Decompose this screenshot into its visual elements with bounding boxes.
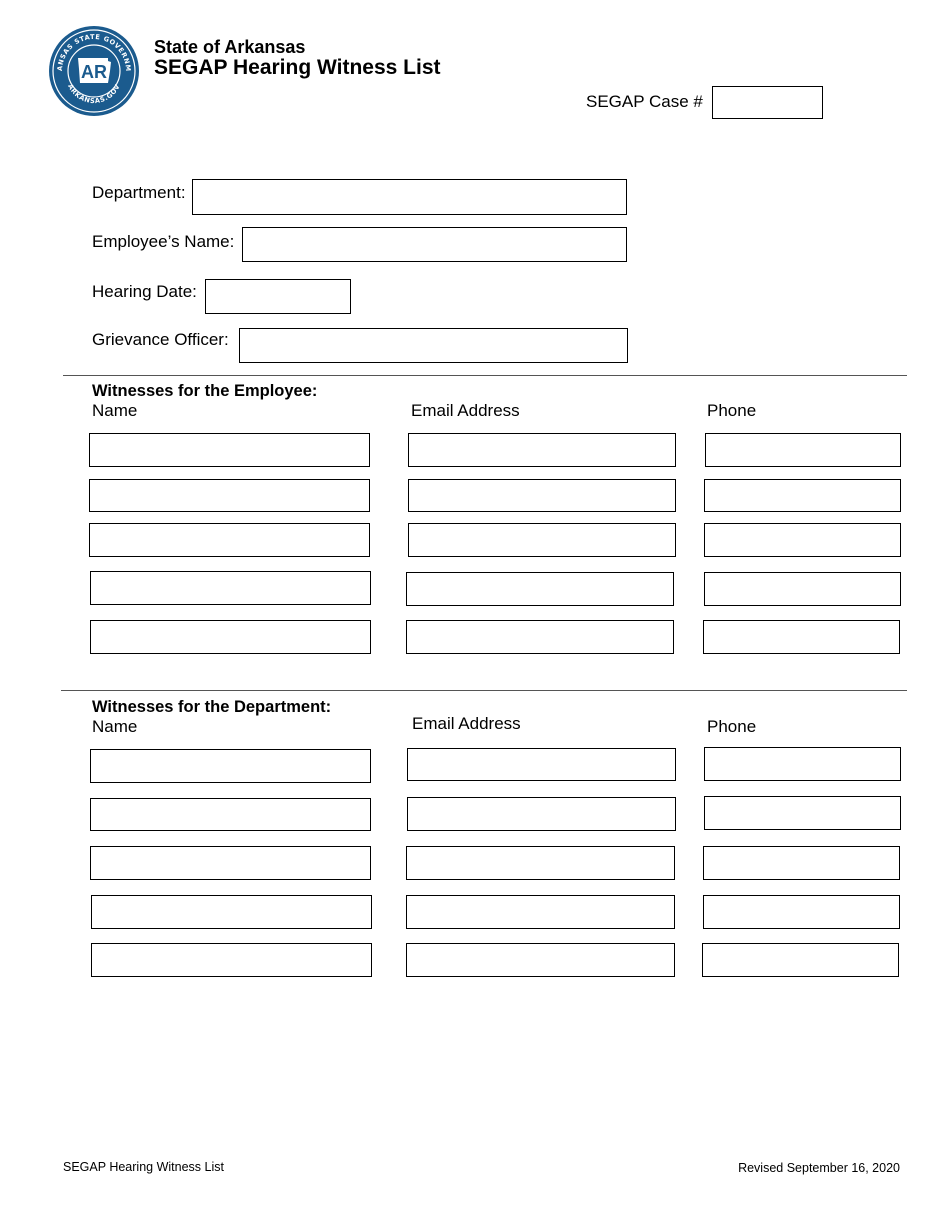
section-divider — [61, 690, 907, 691]
department-witness-2-phone-field[interactable] — [704, 796, 901, 830]
employee-witness-3-name-field[interactable] — [89, 523, 370, 557]
employee-witness-1-phone-field[interactable] — [705, 433, 901, 467]
employee-name-field[interactable] — [242, 227, 627, 262]
employee-witness-5-email-field[interactable] — [406, 620, 674, 654]
department-witness-4-email-field[interactable] — [406, 895, 675, 929]
department-witness-5-phone-field[interactable] — [702, 943, 899, 977]
department-witness-3-name-field[interactable] — [90, 846, 371, 880]
employee-phone-column-header: Phone — [707, 401, 757, 420]
employee-witnesses-title: Witnesses for the Employee: — [92, 382, 318, 400]
employee-witness-1-name-field[interactable] — [89, 433, 370, 467]
arkansas-seal-logo — [48, 25, 140, 117]
department-name-column-header: Name — [92, 717, 138, 736]
employee-witness-2-phone-field[interactable] — [704, 479, 901, 512]
state-name: State of Arkansas — [154, 37, 306, 57]
department-phone-column-header: Phone — [707, 717, 757, 736]
department-witness-2-name-field[interactable] — [90, 798, 371, 831]
department-witness-5-name-field[interactable] — [91, 943, 372, 977]
employee-name-label: Employee’s Name: — [92, 232, 235, 251]
department-field[interactable] — [192, 179, 627, 215]
case-number-field[interactable] — [712, 86, 823, 119]
employee-witness-2-email-field[interactable] — [408, 479, 676, 512]
employee-witness-5-phone-field[interactable] — [703, 620, 900, 654]
svg-text:AR: AR — [81, 62, 107, 82]
form-title: SEGAP Hearing Witness List — [154, 56, 441, 79]
grievance-officer-label: Grievance Officer: — [92, 330, 229, 349]
footer-revision-date: Revised September 16, 2020 — [738, 1161, 900, 1175]
employee-witness-2-name-field[interactable] — [89, 479, 370, 512]
employee-email-column-header: Email Address — [411, 401, 520, 420]
hearing-date-label: Hearing Date: — [92, 282, 197, 301]
department-witnesses-title: Witnesses for the Department: — [92, 698, 332, 716]
department-label: Department: — [92, 183, 186, 202]
svg-text:ARKANSAS.GOV: ARKANSAS.GOV — [66, 82, 122, 106]
employee-witness-5-name-field[interactable] — [90, 620, 371, 654]
department-witness-5-email-field[interactable] — [406, 943, 675, 977]
department-witness-1-phone-field[interactable] — [704, 747, 901, 781]
case-number-label: SEGAP Case # — [586, 92, 703, 111]
employee-witness-4-name-field[interactable] — [90, 571, 371, 605]
employee-witness-3-email-field[interactable] — [408, 523, 676, 557]
grievance-officer-field[interactable] — [239, 328, 628, 363]
employee-witness-4-email-field[interactable] — [406, 572, 674, 606]
department-witness-1-email-field[interactable] — [407, 748, 676, 781]
footer-form-name: SEGAP Hearing Witness List — [63, 1160, 224, 1174]
employee-witness-4-phone-field[interactable] — [704, 572, 901, 606]
section-divider — [63, 375, 907, 376]
department-witness-4-name-field[interactable] — [91, 895, 372, 929]
department-witness-2-email-field[interactable] — [407, 797, 676, 831]
hearing-date-field[interactable] — [205, 279, 351, 314]
employee-witness-3-phone-field[interactable] — [704, 523, 901, 557]
svg-text:ARKANSAS STATE GOVERNMENT: ANSAS STATE GOVERNM — [55, 32, 133, 73]
employee-witness-1-email-field[interactable] — [408, 433, 676, 467]
department-email-column-header: Email Address — [412, 714, 521, 733]
department-witness-1-name-field[interactable] — [90, 749, 371, 783]
department-witness-3-phone-field[interactable] — [703, 846, 900, 880]
department-witness-4-phone-field[interactable] — [703, 895, 900, 929]
department-witness-3-email-field[interactable] — [406, 846, 675, 880]
employee-name-column-header: Name — [92, 401, 138, 420]
